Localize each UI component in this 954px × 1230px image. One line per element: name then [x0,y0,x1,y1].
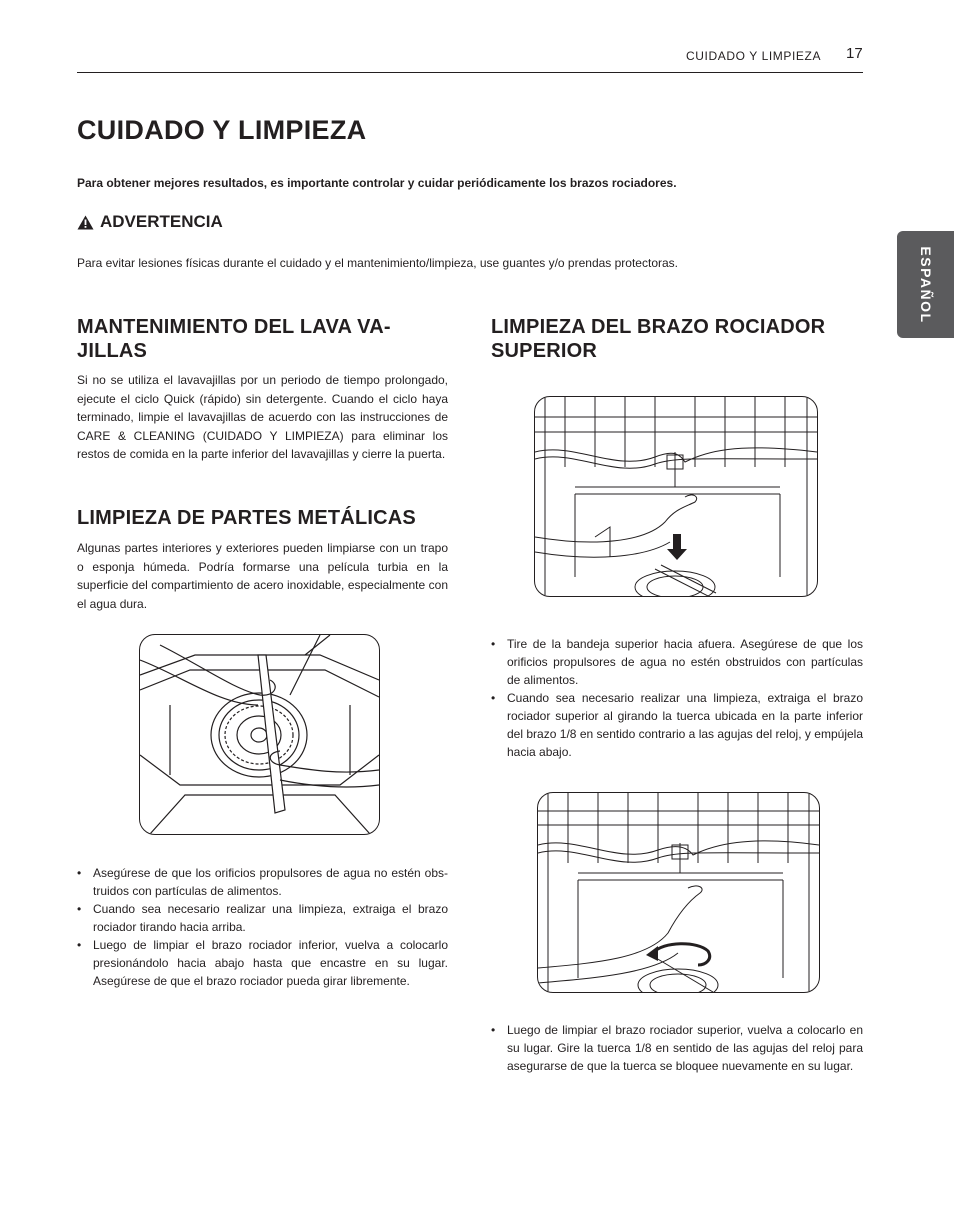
header-rule [77,72,863,73]
upper-arm-nut-drawing [538,793,819,992]
metal-parts-body: Algunas partes interiores y exteriores pueden limpiarse con un trapo o esponja húmeda. Podría formarse una película turbia en la superficie del compartimiento de acero inoxidable, especialmente con el agua dura. [77,541,448,611]
lower-arm-bullet-list [77,864,448,990]
list-item: • Luego de limpiar el brazo rociador inferior, vuelva a colocarlo presionándolo hacia abajo hasta que encastre en su lugar. Asegúrese de que el brazo rociador pueda girar libremente. [77,936,448,990]
page-title: CUIDADO Y LIMPIEZA [77,115,367,145]
lower-spray-arm-illustration [139,634,380,835]
warning-heading-text: ADVERTENCIA [100,212,223,231]
reinstall-bullet-list [491,1021,863,1075]
list-item: • Cuando sea necesario realizar una limpieza, extraiga el brazo rociador tirando hacia arriba. [77,900,448,936]
list-item: • Tire de la bandeja superior hacia afuera. Asegúrese de que los orificios propulsores de agua no estén obstruidos con partículas de alimentos. [491,635,863,689]
upper-arm-heading: LIMPIEZA DEL BRAZO ROCIADOR SUPERIOR [491,316,826,362]
maintenance-body: Si no se utiliza el lavavajillas por un periodo de tiempo prolongado, ejecute el ciclo Quick (rápido) sin detergente. Cuando el ciclo haya terminado, limpie el lavavajillas de acuerdo con las instrucciones de CARE & CLEANING (CUIDADO Y LIMPIEZA) para eliminar los restos de comida en la parte inferior del lavavajillas y cierre la puerta. [77,373,448,461]
warning-text: Para evitar lesiones físicas durante el cuidado y el mantenimiento/limpieza, use guantes y/o prendas protectoras. [77,256,678,270]
upper-arm-bullet-list [491,635,863,761]
list-item: • Cuando sea necesario realizar una limpieza, extraiga el brazo rociador superior al girando la tuerca ubicada en la parte inferior del brazo 1/8 en sentido contrario a las agujas del reloj, y empújela hacia abajo. [491,689,863,761]
metal-parts-heading: LIMPIEZA DE PARTES METÁLICAS [77,507,416,529]
intro-text: Para obtener mejores resultados, es importante controlar y cuidar periódicamente los brazos rociadores. [77,176,677,190]
list-item: • Asegúrese de que los orificios propulsores de agua no estén obs-truidos con partículas de alimentos. [77,864,448,900]
upper-arm-removal-illustration [534,396,818,597]
upper-arm-removal-drawing [535,397,817,596]
maintenance-heading: MANTENIMIENTO DEL LAVA VA- JILLAS [77,316,391,362]
page-number: 17 [846,45,863,62]
list-item: • Luego de limpiar el brazo rociador superior, vuelva a colocarlo en su lugar. Gire la tuerca 1/8 en sentido de las agujas del reloj para asegurarse de que la tuerca se bloquee nuevamente en su lugar. [491,1021,863,1075]
running-header: CUIDADO Y LIMPIEZA [686,49,822,63]
language-tab-label: ESPAÑOL [917,245,934,324]
warning-heading [77,212,223,232]
upper-arm-nut-illustration [537,792,820,993]
language-tab [897,231,954,338]
lower-spray-arm-drawing [140,635,379,834]
warning-triangle-icon [77,215,94,230]
